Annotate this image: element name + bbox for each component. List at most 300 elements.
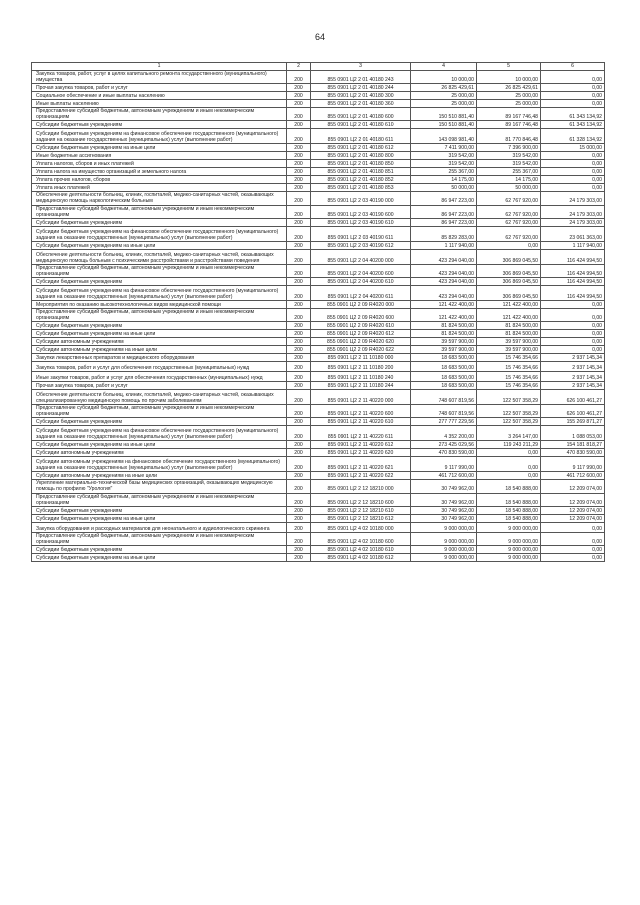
cell-v3: 116 424 994,50 <box>541 285 605 300</box>
table-row <box>32 506 605 514</box>
cell-v3: 1 117 940,00 <box>541 241 605 249</box>
cell-v3: 24 179 303,00 <box>541 205 605 218</box>
cell-v1: 18 683 500,00 <box>411 382 477 390</box>
cell-code: 855 0901 Ц2 2 03 40190 000 <box>311 192 411 205</box>
cell-name: Предоставление субсидий бюджетным, автономным учреждениям и иным некоммерческим организациям <box>32 405 287 418</box>
cell-v1: 30 749 962,00 <box>411 480 477 493</box>
cell-v3: 61 328 134,92 <box>541 129 605 144</box>
cell-c2: 200 <box>287 493 311 506</box>
cell-c2: 200 <box>287 553 311 561</box>
cell-code: 855 0901 Ц2 4 02 10180 610 <box>311 545 411 553</box>
cell-v2: 9 000 000,00 <box>477 553 541 561</box>
cell-name: Субсидии бюджетным учреждениям на финансовое обеспечение государственного (муниципального) задания на оказание государственных (муниципальных) услуг (выполнение работ) <box>32 129 287 144</box>
cell-code: 855 0901 Ц2 2 01 40180 600 <box>311 108 411 121</box>
cell-c2: 200 <box>287 372 311 382</box>
cell-v3: 0,00 <box>541 176 605 184</box>
table-row <box>32 100 605 108</box>
cell-c2: 200 <box>287 545 311 553</box>
cell-v2: 0,00 <box>477 241 541 249</box>
cell-v3: 12 209 074,00 <box>541 506 605 514</box>
cell-v3: 12 209 074,00 <box>541 514 605 522</box>
cell-c2: 200 <box>287 322 311 330</box>
cell-code: 855 0901 Ц2 2 12 18210 000 <box>311 480 411 493</box>
cell-v3: 0,00 <box>541 160 605 168</box>
cell-v2: 50 000,00 <box>477 184 541 192</box>
budget-table <box>31 62 605 562</box>
cell-c2: 200 <box>287 308 311 321</box>
cell-name: Мероприятия по оказанию высокотехнологичных видов медицинской помощи <box>32 300 287 308</box>
cell-v2: 25 000,00 <box>477 92 541 100</box>
cell-v1: 748 607 819,56 <box>411 405 477 418</box>
cell-v3: 2 937 145,34 <box>541 362 605 372</box>
cell-v1: 18 683 500,00 <box>411 354 477 362</box>
cell-v2: 18 540 888,00 <box>477 506 541 514</box>
cell-c2: 200 <box>287 160 311 168</box>
table-row <box>32 372 605 382</box>
cell-c2: 200 <box>287 480 311 493</box>
cell-c2: 200 <box>287 152 311 160</box>
cell-v1: 85 829 283,00 <box>411 226 477 241</box>
cell-name: Укрепление материально-технической базы медицинских организаций, оказывающих медицинскую помощь по профилю "Урология" <box>32 480 287 493</box>
cell-code: 855 0901 Ц2 2 01 40180 610 <box>311 121 411 129</box>
cell-c2: 200 <box>287 100 311 108</box>
cell-v2: 15 746 354,66 <box>477 382 541 390</box>
cell-v3: 12 209 074,00 <box>541 493 605 506</box>
table-row <box>32 522 605 532</box>
cell-c2: 200 <box>287 405 311 418</box>
cell-code: 855 0901 Ц2 2 01 40180 853 <box>311 184 411 192</box>
header-cell: 3 <box>311 63 411 71</box>
cell-v1: 470 830 590,00 <box>411 449 477 457</box>
cell-v2: 25 000,00 <box>477 100 541 108</box>
cell-v1: 319 542,00 <box>411 152 477 160</box>
cell-c2: 200 <box>287 514 311 522</box>
cell-v3: 23 061 363,00 <box>541 226 605 241</box>
cell-code: 855 0901 Ц2 2 11 10180 000 <box>311 354 411 362</box>
cell-name: Иные выплаты населению <box>32 100 287 108</box>
cell-name: Субсидии автономным учреждениям на финансовое обеспечение государственного (муниципального) задания на оказание государственных (муниципальных) услуг (выполнение работ) <box>32 457 287 472</box>
cell-v3: 155 269 871,27 <box>541 418 605 426</box>
table-row <box>32 532 605 545</box>
cell-name: Субсидии бюджетным учреждениям <box>32 218 287 226</box>
table-row <box>32 168 605 176</box>
cell-v2: 15 746 354,66 <box>477 372 541 382</box>
cell-v3: 24 179 303,00 <box>541 192 605 205</box>
table-row <box>32 338 605 346</box>
cell-c2: 200 <box>287 457 311 472</box>
cell-c2: 200 <box>287 346 311 354</box>
cell-v3: 0,00 <box>541 152 605 160</box>
cell-c2: 200 <box>287 71 311 84</box>
cell-v1: 25 000,00 <box>411 100 477 108</box>
cell-v1: 86 947 223,00 <box>411 192 477 205</box>
cell-v2: 7 396 900,00 <box>477 144 541 152</box>
cell-v3: 154 181 818,27 <box>541 441 605 449</box>
cell-v2: 15 746 354,66 <box>477 362 541 372</box>
cell-name: Предоставление субсидий бюджетным, автономным учреждениям и иным некоммерческим организациям <box>32 264 287 277</box>
table-row <box>32 226 605 241</box>
cell-name: Предоставление субсидий бюджетным, автономным учреждениям и иным некоммерческим организациям <box>32 532 287 545</box>
table-row <box>32 152 605 160</box>
cell-v1: 39 597 900,00 <box>411 338 477 346</box>
header-cell: 4 <box>411 63 477 71</box>
cell-v2: 62 767 920,00 <box>477 192 541 205</box>
cell-c2: 200 <box>287 285 311 300</box>
cell-v3: 2 937 145,34 <box>541 382 605 390</box>
cell-v2: 306 869 045,50 <box>477 264 541 277</box>
cell-name: Субсидии бюджетным учреждениям <box>32 277 287 285</box>
cell-name: Субсидии бюджетным учреждениям на иные цели <box>32 330 287 338</box>
cell-code: 855 0901 Ц2 2 11 40220 612 <box>311 441 411 449</box>
table-row <box>32 457 605 472</box>
cell-v1: 30 749 962,00 <box>411 506 477 514</box>
cell-v3: 0,00 <box>541 330 605 338</box>
cell-v3: 24 179 303,00 <box>541 218 605 226</box>
table-row <box>32 300 605 308</box>
cell-v1: 86 947 223,00 <box>411 205 477 218</box>
cell-name: Уплата прочих налогов, сборов <box>32 176 287 184</box>
cell-c2: 200 <box>287 168 311 176</box>
cell-code: 855 0901 Ц2 2 09 R4020 000 <box>311 300 411 308</box>
cell-v2: 0,00 <box>477 472 541 480</box>
cell-c2: 200 <box>287 192 311 205</box>
table-row <box>32 277 605 285</box>
cell-code: 855 0901 Ц2 2 04 40200 611 <box>311 285 411 300</box>
cell-v2: 81 824 500,00 <box>477 322 541 330</box>
cell-v1: 81 824 500,00 <box>411 330 477 338</box>
cell-v2: 81 770 846,48 <box>477 129 541 144</box>
table-row <box>32 308 605 321</box>
cell-v1: 9 117 990,00 <box>411 457 477 472</box>
table-row <box>32 390 605 405</box>
cell-v3: 0,00 <box>541 184 605 192</box>
cell-name: Субсидии автономным учреждениям на иные цели <box>32 472 287 480</box>
cell-code: 855 0901 Ц2 2 12 18210 600 <box>311 493 411 506</box>
cell-c2: 200 <box>287 362 311 372</box>
cell-code: 855 0901 Ц2 2 01 40180 611 <box>311 129 411 144</box>
cell-code: 855 0901 Ц2 2 01 40180 243 <box>311 71 411 84</box>
cell-code: 855 0901 Ц2 2 11 40220 611 <box>311 426 411 441</box>
cell-name: Субсидии бюджетным учреждениям на иные цели <box>32 441 287 449</box>
cell-v3: 0,00 <box>541 545 605 553</box>
cell-v1: 9 000 000,00 <box>411 553 477 561</box>
cell-v2: 14 175,00 <box>477 176 541 184</box>
cell-code: 855 0901 Ц2 2 04 40200 600 <box>311 264 411 277</box>
cell-v1: 319 542,00 <box>411 160 477 168</box>
table-row <box>32 184 605 192</box>
cell-code: 855 0901 Ц2 4 02 10180 000 <box>311 522 411 532</box>
cell-code: 855 0901 Ц2 2 03 40190 611 <box>311 226 411 241</box>
cell-code: 855 0901 Ц2 2 11 40220 620 <box>311 449 411 457</box>
cell-name: Субсидии бюджетным учреждениям <box>32 545 287 553</box>
table-row <box>32 144 605 152</box>
cell-name: Иные бюджетные ассигнования <box>32 152 287 160</box>
cell-v1: 81 824 500,00 <box>411 322 477 330</box>
cell-v1: 121 422 400,00 <box>411 308 477 321</box>
cell-code: 855 0901 Ц2 2 11 10180 244 <box>311 382 411 390</box>
table-row <box>32 92 605 100</box>
cell-c2: 200 <box>287 249 311 264</box>
cell-code: 855 0901 Ц2 2 09 R4020 622 <box>311 346 411 354</box>
cell-v3: 61 343 134,92 <box>541 108 605 121</box>
cell-c2: 200 <box>287 441 311 449</box>
cell-code: 855 0901 Ц2 2 01 40180 244 <box>311 84 411 92</box>
cell-c2: 200 <box>287 418 311 426</box>
cell-name: Прочая закупка товаров, работ и услуг <box>32 382 287 390</box>
cell-v3: 0,00 <box>541 532 605 545</box>
cell-v2: 0,00 <box>477 457 541 472</box>
table-row <box>32 514 605 522</box>
cell-v1: 86 947 223,00 <box>411 218 477 226</box>
cell-v2: 119 243 211,29 <box>477 441 541 449</box>
cell-v1: 4 352 200,00 <box>411 426 477 441</box>
cell-v2: 121 422 400,00 <box>477 308 541 321</box>
cell-code: 855 0901 Ц2 4 02 10180 612 <box>311 553 411 561</box>
table-row <box>32 545 605 553</box>
cell-name: Предоставление субсидий бюджетным, автономным учреждениям и иным некоммерческим организациям <box>32 493 287 506</box>
cell-name: Субсидии автономным учреждениям на иные цели <box>32 346 287 354</box>
cell-v2: 62 767 920,00 <box>477 218 541 226</box>
header-row <box>32 63 605 71</box>
cell-name: Уплата налогов, сборов и иных платежей <box>32 160 287 168</box>
cell-name: Прочая закупка товаров, работ и услуг <box>32 84 287 92</box>
cell-v3: 15 000,00 <box>541 144 605 152</box>
cell-code: 855 0901 Ц2 2 11 40220 621 <box>311 457 411 472</box>
table-row <box>32 285 605 300</box>
header-cell: 2 <box>287 63 311 71</box>
cell-code: 855 0901 Ц2 2 01 40180 852 <box>311 176 411 184</box>
cell-name: Субсидии бюджетным учреждениям <box>32 418 287 426</box>
cell-c2: 200 <box>287 129 311 144</box>
cell-name: Субсидии автономным учреждениям <box>32 449 287 457</box>
cell-v1: 423 294 040,00 <box>411 249 477 264</box>
cell-v2: 0,00 <box>477 449 541 457</box>
table-row <box>32 84 605 92</box>
table-row <box>32 71 605 84</box>
table-row <box>32 121 605 129</box>
cell-code: 855 0901 Ц2 2 03 40190 610 <box>311 218 411 226</box>
table-row <box>32 330 605 338</box>
cell-v1: 423 294 040,00 <box>411 285 477 300</box>
cell-c2: 200 <box>287 205 311 218</box>
cell-v3: 0,00 <box>541 300 605 308</box>
table-row <box>32 441 605 449</box>
cell-c2: 200 <box>287 449 311 457</box>
cell-code: 855 0901 Ц2 2 09 R4020 610 <box>311 322 411 330</box>
cell-v2: 3 264 147,00 <box>477 426 541 441</box>
cell-v2: 122 507 358,29 <box>477 405 541 418</box>
cell-v3: 0,00 <box>541 553 605 561</box>
cell-v2: 15 746 354,66 <box>477 354 541 362</box>
cell-v1: 30 749 962,00 <box>411 514 477 522</box>
cell-code: 855 0901 Ц2 2 01 40180 612 <box>311 144 411 152</box>
cell-v2: 18 540 888,00 <box>477 514 541 522</box>
table-row <box>32 160 605 168</box>
cell-v2: 9 000 000,00 <box>477 522 541 532</box>
cell-v2: 39 597 900,00 <box>477 346 541 354</box>
header-cell: 1 <box>32 63 287 71</box>
cell-v1: 7 411 900,00 <box>411 144 477 152</box>
cell-v3: 2 937 145,34 <box>541 372 605 382</box>
table-row <box>32 418 605 426</box>
cell-v1: 18 683 500,00 <box>411 362 477 372</box>
table-body <box>32 71 605 562</box>
cell-v3: 1 088 053,00 <box>541 426 605 441</box>
table-row <box>32 493 605 506</box>
cell-v2: 255 367,00 <box>477 168 541 176</box>
cell-code: 855 0901 Ц2 2 11 10180 240 <box>311 372 411 382</box>
table-row <box>32 205 605 218</box>
cell-v3: 61 343 134,92 <box>541 121 605 129</box>
cell-v2: 9 000 000,00 <box>477 545 541 553</box>
cell-v3: 2 937 145,34 <box>541 354 605 362</box>
cell-c2: 200 <box>287 121 311 129</box>
cell-v3: 0,00 <box>541 71 605 84</box>
cell-v2: 306 869 045,50 <box>477 277 541 285</box>
cell-name: Предоставление субсидий бюджетным, автономным учреждениям и иным некоммерческим организациям <box>32 205 287 218</box>
cell-c2: 200 <box>287 426 311 441</box>
cell-v3: 0,00 <box>541 100 605 108</box>
cell-c2: 200 <box>287 108 311 121</box>
cell-v1: 423 294 040,00 <box>411 277 477 285</box>
cell-v1: 150 510 881,40 <box>411 108 477 121</box>
cell-v3: 0,00 <box>541 346 605 354</box>
cell-v2: 306 869 045,50 <box>477 249 541 264</box>
cell-v3: 0,00 <box>541 522 605 532</box>
cell-v2: 122 507 358,29 <box>477 418 541 426</box>
cell-v2: 26 825 429,61 <box>477 84 541 92</box>
cell-c2: 200 <box>287 382 311 390</box>
cell-v3: 0,00 <box>541 308 605 321</box>
cell-c2: 200 <box>287 84 311 92</box>
cell-v3: 116 424 994,50 <box>541 264 605 277</box>
table-row <box>32 480 605 493</box>
header-cell: 6 <box>541 63 605 71</box>
cell-name: Субсидии бюджетным учреждениям на иные цели <box>32 144 287 152</box>
cell-code: 855 0901 Ц2 2 11 40220 622 <box>311 472 411 480</box>
table-row <box>32 129 605 144</box>
cell-v2: 122 507 358,29 <box>477 390 541 405</box>
cell-v2: 89 167 746,48 <box>477 108 541 121</box>
cell-c2: 200 <box>287 532 311 545</box>
cell-c2: 200 <box>287 241 311 249</box>
table-row <box>32 405 605 418</box>
cell-code: 855 0901 Ц2 2 11 10180 200 <box>311 362 411 372</box>
cell-c2: 200 <box>287 144 311 152</box>
cell-v1: 9 000 000,00 <box>411 532 477 545</box>
cell-c2: 200 <box>287 472 311 480</box>
cell-code: 855 0901 Ц2 2 12 18210 612 <box>311 514 411 522</box>
cell-name: Субсидии бюджетным учреждениям на финансовое обеспечение государственного (муниципального) задания на оказание государственных (муниципальных) услуг (выполнение работ) <box>32 285 287 300</box>
cell-v3: 116 424 994,50 <box>541 249 605 264</box>
cell-name: Субсидии автономным учреждениям <box>32 338 287 346</box>
cell-v1: 39 597 900,00 <box>411 346 477 354</box>
cell-v2: 62 767 920,00 <box>477 205 541 218</box>
cell-code: 855 0901 Ц2 2 11 40220 000 <box>311 390 411 405</box>
table-row <box>32 249 605 264</box>
cell-code: 855 0901 Ц2 2 01 40180 850 <box>311 160 411 168</box>
cell-v1: 18 683 500,00 <box>411 372 477 382</box>
cell-v2: 18 540 888,00 <box>477 480 541 493</box>
table-row <box>32 346 605 354</box>
cell-name: Закупки лекарственных препаратов и медицинского оборудования <box>32 354 287 362</box>
cell-name: Субсидии бюджетным учреждениям <box>32 121 287 129</box>
page-number: 64 <box>314 32 325 42</box>
cell-v2: 10 000,00 <box>477 71 541 84</box>
cell-name: Субсидии бюджетным учреждениям <box>32 506 287 514</box>
cell-v3: 9 117 990,00 <box>541 457 605 472</box>
cell-code: 855 0901 Ц2 2 03 40190 612 <box>311 241 411 249</box>
cell-v2: 121 422 400,00 <box>477 300 541 308</box>
cell-name: Социальное обеспечение и иные выплаты населению <box>32 92 287 100</box>
cell-name: Закупка товаров, работ, услуг в целях капитального ремонта государственного (муниципального) имущества <box>32 71 287 84</box>
cell-c2: 200 <box>287 300 311 308</box>
cell-c2: 200 <box>287 176 311 184</box>
cell-c2: 200 <box>287 506 311 514</box>
cell-c2: 200 <box>287 226 311 241</box>
cell-code: 855 0901 Ц2 4 02 10180 600 <box>311 532 411 545</box>
cell-name: Субсидии бюджетным учреждениям на иные цели <box>32 241 287 249</box>
cell-name: Закупка товаров, работ и услуг для обеспечения государственных (муниципальных) нужд <box>32 362 287 372</box>
cell-code: 855 0901 Ц2 2 09 R4020 600 <box>311 308 411 321</box>
cell-name: Предоставление субсидий бюджетным, автономным учреждениям и иным некоммерческим организациям <box>32 108 287 121</box>
cell-v1: 30 749 962,00 <box>411 493 477 506</box>
cell-v1: 748 607 819,56 <box>411 390 477 405</box>
table-row <box>32 322 605 330</box>
cell-v2: 9 000 000,00 <box>477 532 541 545</box>
cell-v3: 0,00 <box>541 84 605 92</box>
cell-v3: 0,00 <box>541 322 605 330</box>
cell-v1: 423 294 040,00 <box>411 264 477 277</box>
cell-c2: 200 <box>287 264 311 277</box>
cell-v3: 0,00 <box>541 92 605 100</box>
cell-v3: 116 424 994,50 <box>541 277 605 285</box>
cell-code: 855 0901 Ц2 2 09 R4020 612 <box>311 330 411 338</box>
header-cell: 5 <box>477 63 541 71</box>
table-row <box>32 264 605 277</box>
table-header <box>32 63 605 71</box>
cell-v1: 150 510 881,40 <box>411 121 477 129</box>
cell-v1: 9 000 000,00 <box>411 522 477 532</box>
cell-code: 855 0901 Ц2 2 01 40180 851 <box>311 168 411 176</box>
cell-v1: 14 175,00 <box>411 176 477 184</box>
cell-c2: 200 <box>287 184 311 192</box>
cell-v2: 319 542,00 <box>477 152 541 160</box>
cell-v2: 319 542,00 <box>477 160 541 168</box>
cell-c2: 200 <box>287 277 311 285</box>
cell-code: 855 0901 Ц2 2 09 R4020 620 <box>311 338 411 346</box>
cell-code: 855 0901 Ц2 2 01 40180 800 <box>311 152 411 160</box>
cell-code: 855 0901 Ц2 2 01 40180 360 <box>311 100 411 108</box>
cell-v2: 81 824 500,00 <box>477 330 541 338</box>
cell-v2: 306 869 045,50 <box>477 285 541 300</box>
cell-name: Субсидии бюджетным учреждениям на иные цели <box>32 514 287 522</box>
cell-name: Обеспечение деятельности больниц, клиник, госпиталей, медико-санитарных частей, оказывающих медицинскую помощь больным с психическими расстройствами и расстройствами поведения <box>32 249 287 264</box>
table-row <box>32 553 605 561</box>
cell-code: 855 0901 Ц2 2 04 40200 000 <box>311 249 411 264</box>
cell-v2: 39 597 900,00 <box>477 338 541 346</box>
cell-v1: 50 000,00 <box>411 184 477 192</box>
cell-v2: 62 767 920,00 <box>477 226 541 241</box>
cell-name: Субсидии бюджетным учреждениям на финансовое обеспечение государственного (муниципального) задания на оказание государственных (муниципальных) услуг (выполнение работ) <box>32 426 287 441</box>
cell-v2: 18 540 888,00 <box>477 493 541 506</box>
table-row <box>32 218 605 226</box>
cell-v3: 0,00 <box>541 168 605 176</box>
cell-name: Уплата иных платежей <box>32 184 287 192</box>
cell-code: 855 0901 Ц2 2 11 40220 600 <box>311 405 411 418</box>
cell-name: Обеспечение деятельности больниц, клиник, госпиталей, медико-санитарных частей, оказывающих медицинскую помощь наркологическим больным <box>32 192 287 205</box>
cell-c2: 200 <box>287 354 311 362</box>
